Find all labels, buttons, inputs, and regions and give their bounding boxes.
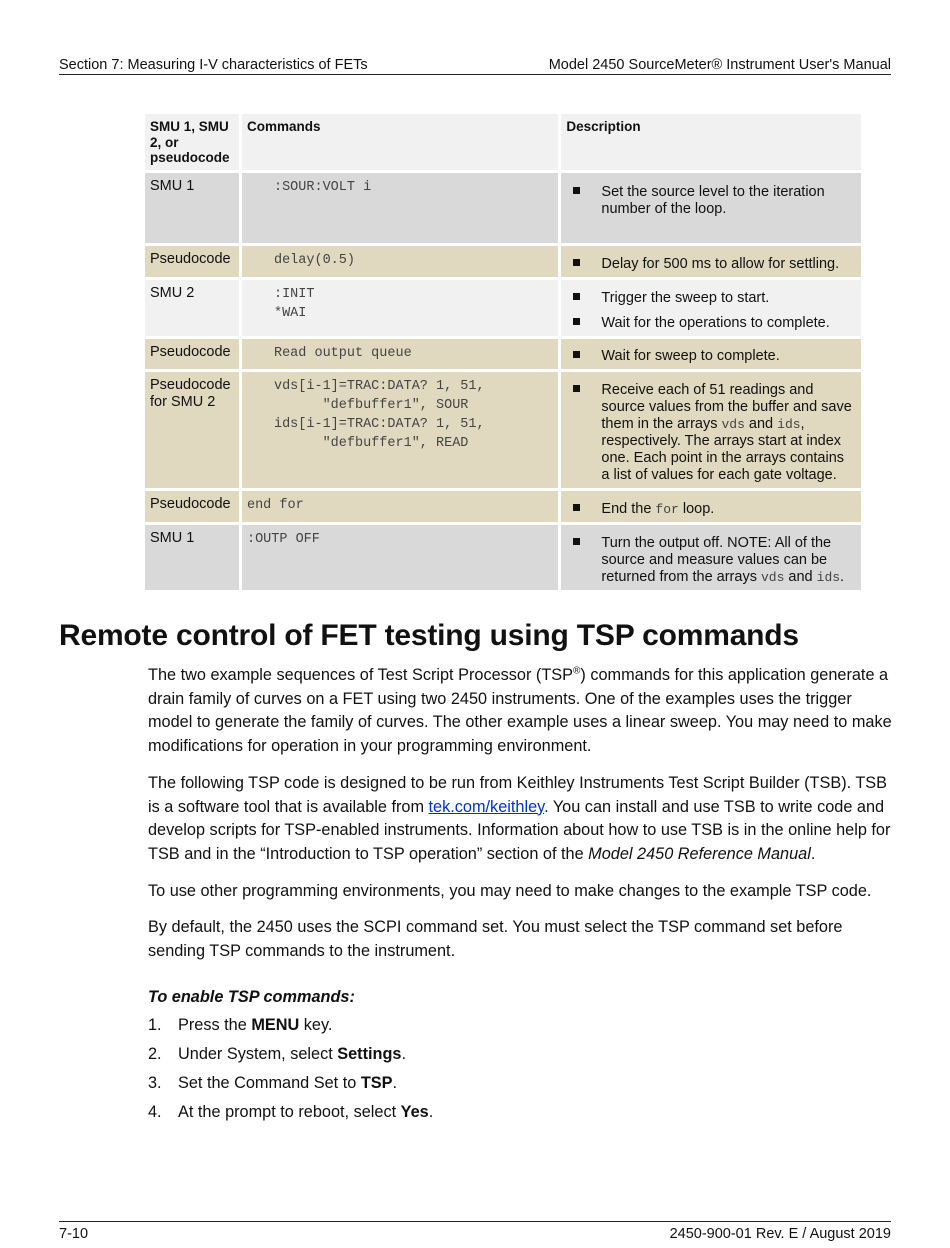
cell-command <box>242 491 558 522</box>
list-item <box>566 382 856 484</box>
list-item <box>566 315 856 332</box>
page-footer <box>59 1221 891 1246</box>
list-item <box>566 535 856 586</box>
list-item: 3. Set the Command Set to TSP. <box>148 1074 398 1093</box>
cell-who: SMU 1 <box>145 173 239 243</box>
cell-description <box>561 491 861 522</box>
list-item <box>566 348 856 365</box>
document-revision: 2450-900-01 Rev. E / August 2019 <box>669 1226 891 1242</box>
table-row <box>145 525 861 590</box>
registered-mark: ® <box>573 665 581 677</box>
inline-code: ids <box>816 569 841 585</box>
list-item: 4. At the prompt to reboot, select Yes. <box>148 1103 434 1122</box>
command-code: Read output queue <box>273 345 412 361</box>
section-title: Remote control of FET testing using TSP commands <box>59 619 799 652</box>
cell-description <box>561 339 861 369</box>
list-item: 2. Under System, select Settings. <box>148 1045 407 1064</box>
table-row <box>145 280 861 336</box>
cell-who: Pseudocode for SMU 2 <box>145 372 239 488</box>
inline-code: ids <box>777 416 801 432</box>
bullet-icon <box>573 293 580 300</box>
col-header-who: SMU 1, SMU 2, or pseudocode <box>145 114 239 170</box>
list-item <box>566 501 856 518</box>
table-row <box>145 491 861 522</box>
command-code: delay(0.5) <box>273 252 355 268</box>
header-section: Section 7: Measuring I-V characteristics of FETs <box>59 57 368 73</box>
cell-command <box>242 280 558 336</box>
table-header-row <box>145 114 861 170</box>
table-row <box>145 339 861 369</box>
description-text: End the for loop. <box>601 500 715 517</box>
description-text: Receive each of 51 readings and source values from the buffer and save them in the arrays vds and ids, respectively. The arrays start at index one. Each point in the arrays contains a list of values for each gate voltage. <box>601 381 852 483</box>
table-row <box>145 246 861 277</box>
cell-who: SMU 1 <box>145 525 239 590</box>
command-code: :INIT *WAI <box>273 286 315 321</box>
cell-description <box>561 173 861 243</box>
col-header-commands: Commands <box>242 114 558 170</box>
cell-description <box>561 525 861 590</box>
bullet-icon <box>573 318 580 325</box>
col-header-description: Description <box>561 114 861 170</box>
cell-description <box>561 280 861 336</box>
bullet-icon <box>573 259 580 266</box>
description-text: Wait for sweep to complete. <box>601 347 780 364</box>
paragraph: To use other programming environments, you may need to make changes to the example TSP code. <box>148 881 872 900</box>
cell-command <box>242 372 558 488</box>
description-text: Wait for the operations to complete. <box>601 314 830 331</box>
cell-command <box>242 525 558 590</box>
description-text: Delay for 500 ms to allow for settling. <box>601 255 840 272</box>
procedure-title: To enable TSP commands: <box>148 987 355 1006</box>
bullet-icon <box>573 504 580 511</box>
bullet-icon <box>573 385 580 392</box>
table-row <box>145 173 861 243</box>
inline-code: for <box>655 501 679 517</box>
cell-command <box>242 246 558 277</box>
cell-who: Pseudocode <box>145 491 239 522</box>
command-table <box>142 111 864 593</box>
command-code: vds[i-1]=TRAC:DATA? 1, 51, "defbuffer1", SOUR ids[i-1]=TRAC:DATA? 1, 51, "defbuffer1", READ <box>273 378 485 451</box>
list-item: 1. Press the MENU key. <box>148 1016 333 1035</box>
description-text: Set the source level to the iteration number of the loop. <box>601 183 825 217</box>
reference-manual-title: Model 2450 Reference Manual <box>588 844 811 863</box>
inline-code: vds <box>721 416 745 432</box>
cell-command <box>242 339 558 369</box>
command-code: end for <box>246 497 304 513</box>
cell-command <box>242 173 558 243</box>
list-item <box>566 256 856 273</box>
procedure-steps <box>148 1014 893 1125</box>
table-row <box>145 372 861 488</box>
page-header <box>59 57 891 75</box>
list-item <box>566 184 856 218</box>
command-code: :SOUR:VOLT i <box>273 179 372 195</box>
description-text: Trigger the sweep to start. <box>601 289 770 306</box>
paragraph: The two example sequences of Test Script Processor (TSP®) commands for this application generate a drain family of curves on a FET using two 2450 instruments. One of the examples uses the trigger model to generate the family of curves. The other example uses a linear sweep. You may need to make modifications for operation in your programming environment. <box>148 665 892 756</box>
bullet-icon <box>573 187 580 194</box>
section-body <box>148 664 893 1130</box>
paragraph: By default, the 2450 uses the SCPI command set. You must select the TSP command set before sending TSP commands to the instrument. <box>148 918 843 961</box>
cell-who: Pseudocode <box>145 246 239 277</box>
command-code: :OUTP OFF <box>246 531 320 547</box>
cell-description <box>561 246 861 277</box>
bullet-icon <box>573 538 580 545</box>
bullet-icon <box>573 351 580 358</box>
keithley-link[interactable]: tek.com/keithley <box>428 797 545 816</box>
paragraph: The following TSP code is designed to be run from Keithley Instruments Test Script Builder (TSB). TSB is a software tool that is available from tek.com/keithley. You can install and use TSB to write code and develop scripts for TSP-enabled instruments. Information about how to use TSB is in the online help for TSB and in the “Introduction to TSP operation” section of the Model 2450 Reference Manual. <box>148 773 891 863</box>
cell-description <box>561 372 861 488</box>
page-number: 7-10 <box>59 1226 89 1242</box>
description-text: Turn the output off. NOTE: All of the source and measure values can be returned from the arrays vds and ids. <box>601 534 845 585</box>
inline-code: vds <box>760 569 785 585</box>
cell-who: Pseudocode <box>145 339 239 369</box>
list-item <box>566 290 856 307</box>
header-manual-title: Model 2450 SourceMeter® Instrument User's Manual <box>548 57 891 73</box>
cell-who: SMU 2 <box>145 280 239 336</box>
